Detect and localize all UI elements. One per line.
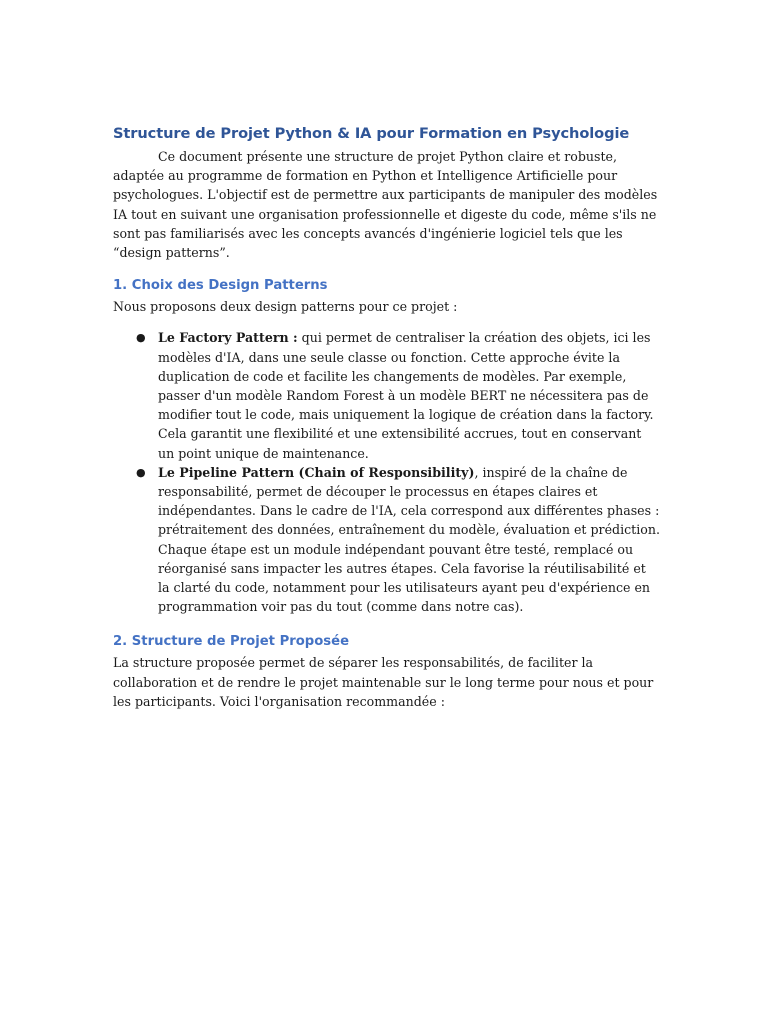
section-lead-project-structure: La structure proposée permet de séparer les responsabilités, de faciliter la collaboration et de rendre le projet maintenable sur le long terme pour nous et pour les participants. Voici l'organisation recommandée : [113,655,654,709]
design-patterns-list [113,328,661,616]
bullet-icon: ● [136,465,146,479]
list-item-factory-pattern [113,328,661,462]
term-factory-pattern: Le Factory Pattern : [158,330,298,346]
term-pipeline-pattern: Le Pipeline Pattern (Chain of Responsibility) [158,464,475,480]
section-lead-design-patterns: Nous proposons deux design patterns pour ce projet : [113,299,458,315]
description-factory-pattern: qui permet de centraliser la création des objets, ici les modèles d'IA, dans une seule classe ou fonction. Cette approche évite la duplication de code et facilite les changements de modèles. Par exemple, passer d'un modèle Random Forest à un modèle BERT ne nécessitera pas de modifier tout le code, mais uniquement la logique de création dans la factory. Cela garantit une flexibilité et une extensibilité accrues, tout en conservant un point unique de maintenance. [158,330,654,461]
document-title: Structure de Projet Python & IA pour Formation en Psychologie [113,125,630,142]
bullet-icon: ● [136,331,146,345]
intro-paragraph: Ce document présente une structure de projet Python claire et robuste, adaptée au programme de formation en Python et Intelligence Artificielle pour psychologues. L'objectif est de permettre aux participants de manipuler des modèles IA tout en suivant une organisation professionnelle et digeste du code, même s'ils ne sont pas familiarisés avec les concepts avancés d'ingénierie logiciel tels que les “design patterns”. [113,149,658,261]
description-pipeline-pattern: , inspiré de la chaîne de responsabilité, permet de découper le processus en étapes claires et indépendantes. Dans le cadre de l'IA, cela correspond aux différentes phases : prétraitement des données, entraînement du modèle, évaluation et prédiction. Chaque étape est un module indépendant pouvant être testé, remplacé ou réorganisé sans impacter les autres étapes. Cela favorise la réutilisabilité et la clarté du code, notamment pour les utilisateurs ayant peu d'expérience en programmation voir pas du tout (comme dans notre cas). [158,464,660,615]
section-heading-design-patterns: 1. Choix des Design Patterns [113,278,328,294]
document-page [113,121,661,711]
list-item-pipeline-pattern [113,463,661,617]
section-heading-project-structure: 2. Structure de Projet Proposée [113,634,350,650]
